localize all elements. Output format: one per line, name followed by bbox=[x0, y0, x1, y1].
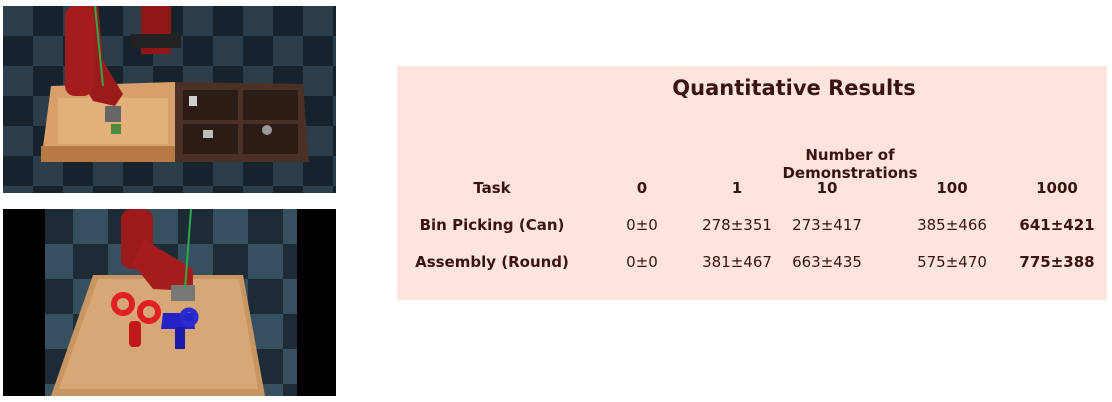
robot-bin-picking-scene-icon bbox=[3, 6, 336, 193]
table-cell-best: 641±421 bbox=[1019, 216, 1095, 234]
table-cell-best: 775±388 bbox=[1019, 253, 1095, 271]
column-header: 1000 bbox=[1036, 179, 1078, 197]
task-column-header: Task bbox=[473, 179, 511, 197]
robot-assembly-scene-icon bbox=[3, 209, 336, 396]
assembly-scene bbox=[3, 209, 336, 396]
column-header: 0 bbox=[636, 179, 648, 197]
column-header: 10 bbox=[816, 179, 838, 197]
table-cell: 278±351 bbox=[702, 216, 772, 234]
table-cell: 381±467 bbox=[702, 253, 772, 271]
row-task-label: Assembly (Round) bbox=[415, 253, 569, 271]
row-task-label: Bin Picking (Can) bbox=[419, 216, 565, 234]
results-title: Quantitative Results bbox=[672, 76, 916, 100]
table-cell: 0±0 bbox=[626, 253, 658, 271]
column-header: 100 bbox=[936, 179, 968, 197]
column-header: 1 bbox=[731, 179, 743, 197]
table-cell: 0±0 bbox=[626, 216, 658, 234]
bin-picking-scene bbox=[3, 6, 336, 193]
table-cell: 273±417 bbox=[792, 216, 862, 234]
table-cell: 663±435 bbox=[792, 253, 862, 271]
table-cell: 385±466 bbox=[917, 216, 987, 234]
results-panel bbox=[397, 66, 1107, 300]
table-cell: 575±470 bbox=[917, 253, 987, 271]
demonstrations-caption: Number of Demonstrations bbox=[782, 146, 918, 182]
